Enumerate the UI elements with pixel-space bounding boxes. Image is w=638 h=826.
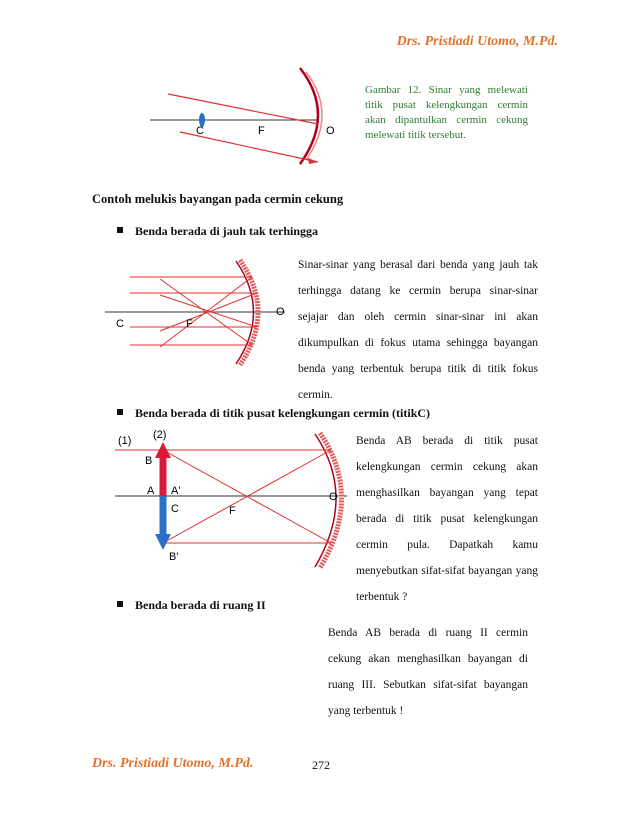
item1-title-text: Benda berada di jauh tak terhingga xyxy=(135,224,319,238)
item1-label-f: F xyxy=(186,318,193,330)
item2-label-o: O xyxy=(329,491,338,503)
item2-label-b-prime: B' xyxy=(169,551,179,563)
item2-label-a: A xyxy=(147,485,155,497)
figure-12-caption: Gambar 12. Sinar yang melewati titik pusat kelengkungan cermin akan dipantulkan cermin cekung melewati titik tersebut. xyxy=(365,84,528,141)
item1-label-c: C xyxy=(116,318,124,330)
item1-label-o: O xyxy=(276,306,285,318)
item1-title xyxy=(117,224,318,239)
item2-label-b: B xyxy=(145,455,153,467)
item2-label-c: C xyxy=(171,503,179,515)
footer-author: Drs. Pristiadi Utomo, M.Pd. xyxy=(92,756,254,771)
bullet-square-icon xyxy=(117,601,123,607)
item1-paragraph: Sinar-sinar yang berasal dari benda yang jauh tak terhingga datang ke cermin berupa sinar-sinar sejajar dan oleh cermin sinar-sinar ini akan dikumpulkan di fokus utama sehingga bayangan benda yang terbentuk berupa titik di titik fokus cermin. xyxy=(298,259,538,401)
fig12-label-f: F xyxy=(258,125,265,137)
item2-label-ray1: (1) xyxy=(118,435,132,447)
item2-label-f: F xyxy=(229,505,236,517)
item3-paragraph: Benda AB berada di ruang II cermin cekung akan menghasilkan bayangan di ruang III. Sebutkan sifat-sifat bayangan yang terbentuk ! xyxy=(328,627,528,717)
page-header-author: Drs. Pristiadi Utomo, M.Pd. xyxy=(396,34,558,49)
item2-paragraph: Benda AB berada di titik pusat kelengkungan cermin cekung akan menghasilkan bayangan yang tepat berada di titik pusat kelengkungan cermin pula. Dapatkah kamu menyebutkan sifat-sifat bayangan yang terbentuk ? xyxy=(356,435,538,603)
item1-diagram xyxy=(100,255,300,370)
item2-diagram xyxy=(115,428,355,573)
item2-title xyxy=(117,406,430,421)
figure-12-diagram xyxy=(140,62,360,172)
item2-title-text: Benda berada di titik pusat kelengkungan cermin (titikC) xyxy=(135,406,431,420)
item2-label-ray2: (2) xyxy=(153,429,167,441)
bullet-square-icon xyxy=(117,409,123,415)
fig12-label-o: O xyxy=(326,125,335,137)
fig12-label-c: C xyxy=(196,125,204,137)
bullet-square-icon xyxy=(117,227,123,233)
section-title: Contoh melukis bayangan pada cermin cekung xyxy=(92,192,344,206)
item3-title xyxy=(117,598,266,613)
item2-label-a-prime: A' xyxy=(171,485,181,497)
item3-title-text: Benda berada di ruang II xyxy=(135,598,266,612)
page-number: 272 xyxy=(312,758,330,772)
